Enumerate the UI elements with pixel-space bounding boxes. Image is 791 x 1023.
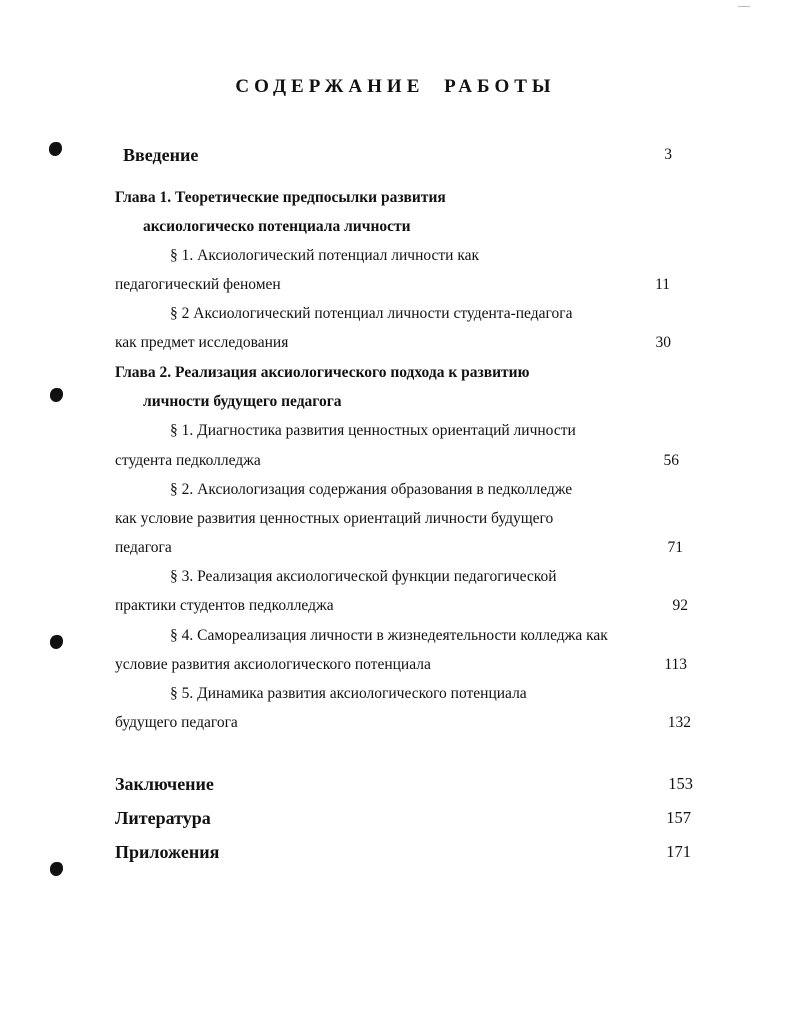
toc-appendix-label: Приложения	[115, 842, 220, 862]
chapter2-s4-page: 113	[664, 656, 687, 673]
chapter1-title-line2: аксиологическо потенциала личности	[143, 218, 411, 235]
chapter1-s1-line2: педагогический феномен	[115, 276, 281, 293]
chapter1-title-line1: Глава 1. Теоретические предпосылки развития	[115, 189, 446, 206]
chapter2-s4-line1: § 4. Самореализация личности в жизнедеятельности колледжа как	[170, 627, 608, 644]
chapter2-title-line1: Глава 2. Реализация аксиологического подхода к развитию	[115, 364, 530, 381]
chapter2-s4-line2: условие развития аксиологического потенциала	[115, 656, 431, 673]
chapter1-s1-line1: § 1. Аксиологический потенциал личности как	[170, 247, 480, 264]
toc-intro-page: 3	[664, 146, 672, 163]
punch-hole-mark	[49, 142, 62, 156]
punch-hole-mark	[50, 635, 63, 649]
toc-appendix-page: 171	[666, 842, 691, 861]
chapter2-s1-page: 56	[663, 452, 679, 469]
chapter2-s3-line1: § 3. Реализация аксиологической функции педагогической	[170, 568, 557, 585]
chapter2-s5-line2: будущего педагога	[115, 714, 238, 731]
toc-literature-label: Литература	[115, 808, 211, 828]
toc-conclusion-page: 153	[668, 774, 693, 793]
chapter2-s1-line2: студента педколледжа	[115, 452, 261, 469]
chapter2-s2-line1: § 2. Аксиологизация содержания образования в педколледже	[170, 481, 573, 498]
chapter1-s1-page: 11	[655, 276, 670, 293]
chapter2-s2-line2: как условие развития ценностных ориентаций личности будущего	[115, 510, 554, 527]
chapter2-title-line2: личности будущего педагога	[143, 393, 342, 410]
chapter2-s2-page: 71	[667, 539, 683, 556]
chapter2-s3-page: 92	[672, 597, 688, 614]
chapter1-s2-page: 30	[655, 334, 671, 351]
punch-hole-mark	[50, 388, 63, 402]
chapter2-s3-line2: практики студентов педколледжа	[115, 597, 334, 614]
toc-literature-page: 157	[666, 808, 691, 827]
punch-hole-mark	[50, 862, 63, 876]
chapter1-s2-line2: как предмет исследования	[115, 334, 289, 351]
chapter2-s5-page: 132	[667, 714, 691, 731]
scan-mark	[738, 6, 750, 7]
page-title: СОДЕРЖАНИЕ РАБОТЫ	[235, 76, 556, 97]
toc-intro-label: Введение	[123, 145, 199, 165]
chapter2-s5-line1: § 5. Динамика развития аксиологического потенциала	[170, 685, 527, 702]
chapter2-s1-line1: § 1. Диагностика развития ценностных ориентаций личности	[170, 422, 576, 439]
toc-conclusion-label: Заключение	[115, 774, 214, 794]
chapter1-s2-line1: § 2 Аксиологический потенциал личности студента-педагога	[170, 305, 573, 322]
chapter2-s2-line3: педагога	[115, 539, 172, 556]
